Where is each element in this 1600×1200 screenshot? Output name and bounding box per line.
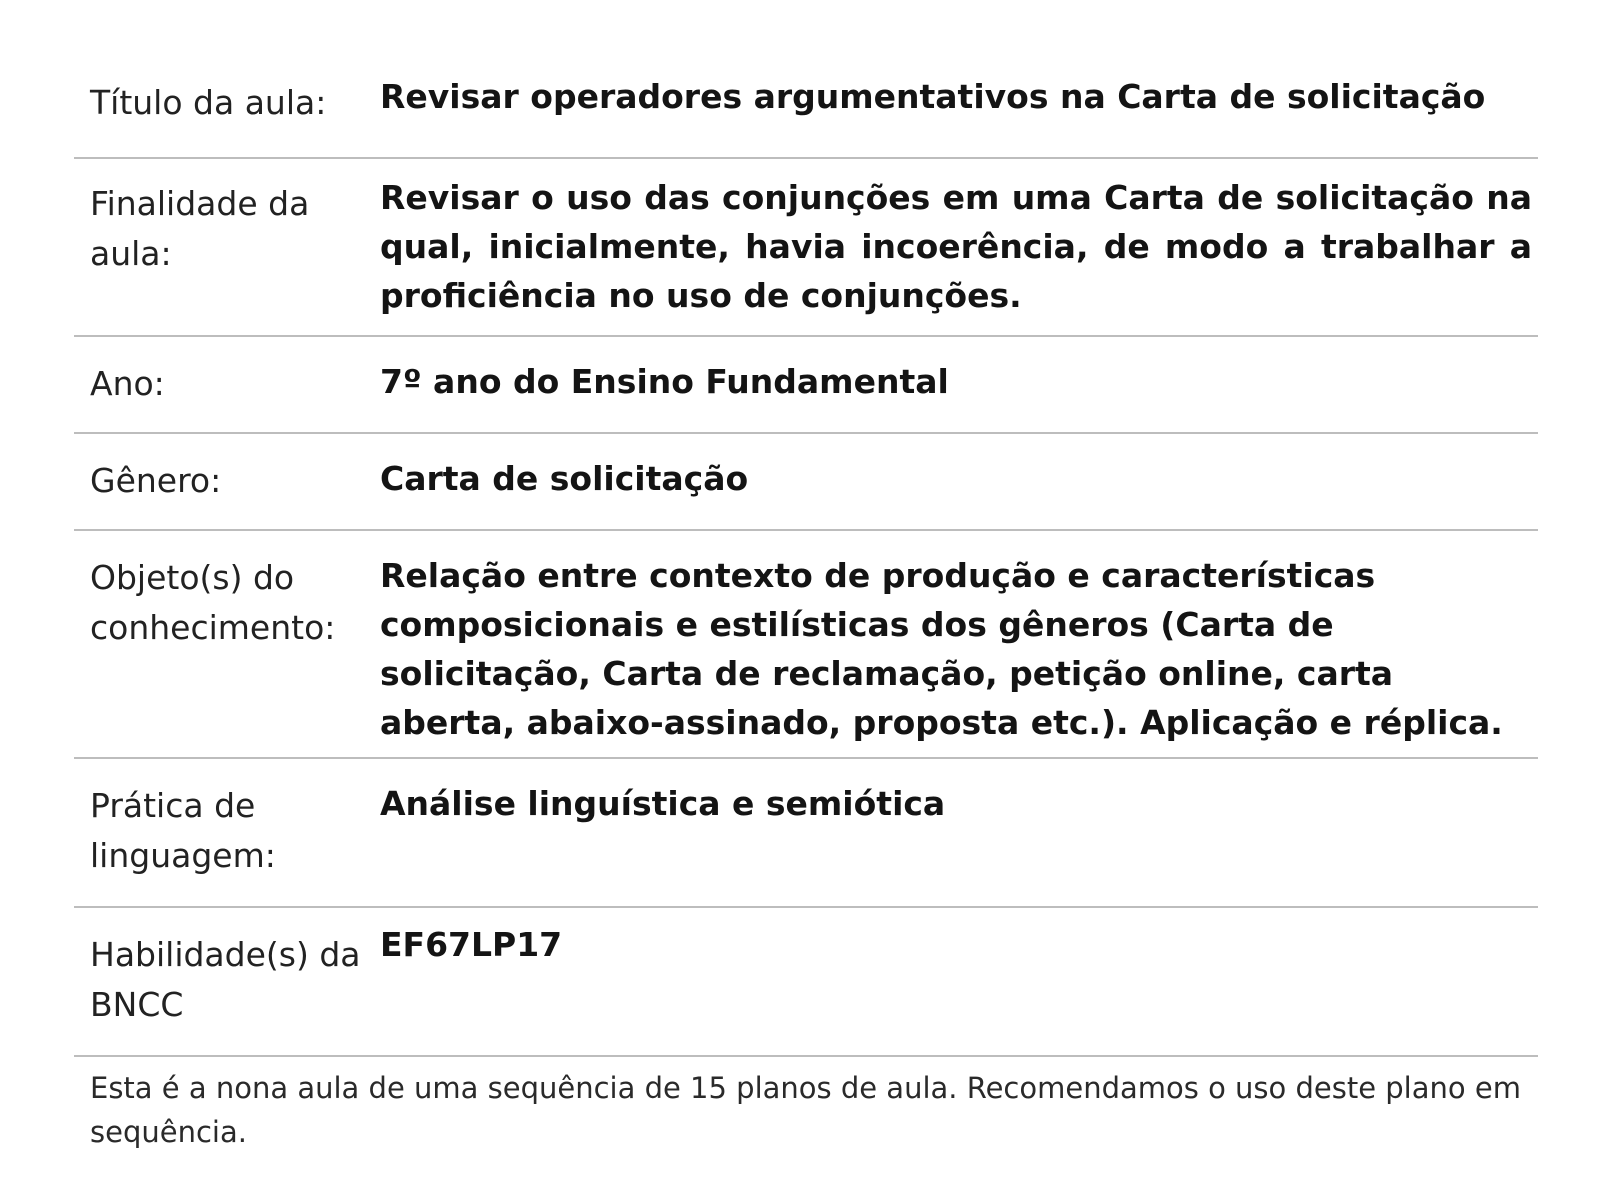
row-lesson-purpose [74, 159, 1538, 337]
knowledge-objects-value: Relação entre contexto de produção e características composicionais e estilísticas dos gêneros (Carta de solicitação, Carta de reclamação, petição online, carta aberta, abaixo-assinado, proposta etc.). Aplicação e réplica. [380, 556, 1503, 742]
school-year-value: 7º ano do Ensino Fundamental [380, 362, 949, 401]
row-bncc-skills [74, 908, 1538, 1057]
genre-value: Carta de solicitação [380, 459, 749, 498]
lesson-purpose-value: Revisar o uso das conjunções em uma Carta de solicitação na qual, inicialmente, havia incoerência, de modo a trabalhar a proficiência no uso de conjunções. [380, 178, 1532, 315]
row-label: Finalidade da aula: [90, 184, 310, 273]
bncc-skills-value: EF67LP17 [380, 925, 563, 964]
lesson-info-table [74, 58, 1538, 1057]
row-knowledge-objects [74, 531, 1538, 759]
row-label: Objeto(s) do conhecimento: [90, 558, 336, 647]
sequence-footnote: Esta é a nona aula de uma sequência de 15 planos de aula. Recomendamos o uso deste plano em sequência. [90, 1071, 1521, 1149]
row-label: Ano: [90, 364, 165, 403]
row-label: Prática de linguagem: [90, 786, 276, 875]
row-school-year [74, 337, 1538, 434]
row-language-practice [74, 759, 1538, 908]
row-label: Título da aula: [90, 83, 327, 122]
row-genre [74, 434, 1538, 531]
lesson-title-value: Revisar operadores argumentativos na Carta de solicitação [380, 77, 1486, 116]
row-label: Gênero: [90, 461, 222, 500]
row-lesson-title [74, 58, 1538, 159]
language-practice-value: Análise linguística e semiótica [380, 784, 946, 823]
row-label: Habilidade(s) da BNCC [90, 935, 361, 1024]
